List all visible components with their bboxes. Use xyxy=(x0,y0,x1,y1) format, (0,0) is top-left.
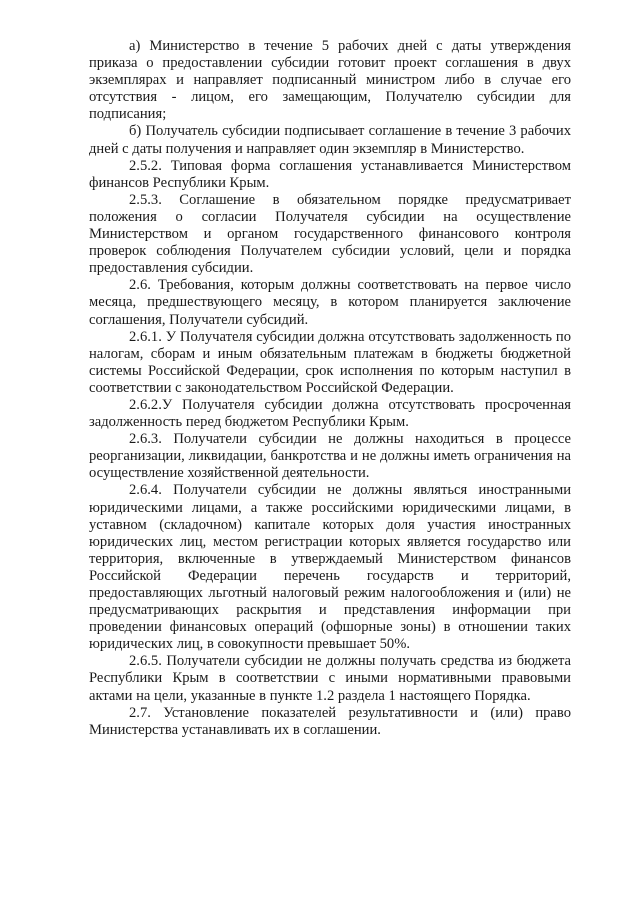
paragraph-b: б) Получатель субсидии подписывает соглашение в течение 3 рабочих дней с даты получения и направляет один экземпляр в Министерство. xyxy=(89,123,571,157)
paragraph-2-7: 2.7. Установление показателей результативности и (или) право Министерства устанавливать их в соглашении. xyxy=(89,704,571,738)
paragraph-2-6-5: 2.6.5. Получатели субсидии не должны получать средства из бюджета Республики Крым в соответствии с иными нормативными правовыми актами на цели, указанные в пункте 1.2 раздела 1 настоящего Порядка. xyxy=(89,653,571,704)
paragraph-2-6-1: 2.6.1. У Получателя субсидии должна отсутствовать задолженность по налогам, сборам и иным обязательным платежам в бюджеты бюджетной системы Российской Федерации, срок исполнения по которым наступил в соответствии с законодательством Российской Федерации. xyxy=(89,328,571,396)
paragraph-2-6-3: 2.6.3. Получатели субсидии не должны находиться в процессе реорганизации, ликвидации, банкротства и не должны иметь ограничения на осуществление хозяйственной деятельности. xyxy=(89,431,571,482)
paragraph-2-5-2: 2.5.2. Типовая форма соглашения устанавливается Министерством финансов Республики Крым. xyxy=(89,157,571,191)
paragraph-2-6: 2.6. Требования, которым должны соответствовать на первое число месяца, предшествующего месяцу, в котором планируется заключение соглашения, Получатели субсидий. xyxy=(89,277,571,328)
document-page xyxy=(89,38,571,739)
paragraph-2-5-3: 2.5.3. Соглашение в обязательном порядке предусматривает положения о согласии Получателя субсидии на осуществление Министерством и органом государственного финансового контроля проверок соблюдения Получателем субсидии условий, цели и порядка предоставления субсидии. xyxy=(89,191,571,277)
paragraph-2-6-4: 2.6.4. Получатели субсидии не должны являться иностранными юридическими лицами, а также российскими юридическими лицами, в уставном (складочном) капитале которых доля участия иностранных юридических лиц, местом регистрации которых является государство или территория, включенные в утверждаемый Министерством финансов Российской Федерации перечень государств и территорий, предоставляющих льготный налоговый режим налогообложения и (или) не предусматривающих раскрытия и представления информации при проведении финансовых операций (офшорные зоны) в отношении таких юридических лиц, в совокупности превышает 50%. xyxy=(89,482,571,653)
paragraph-a: а) Министерство в течение 5 рабочих дней с даты утверждения приказа о предоставлении субсидии готовит проект соглашения в двух экземплярах и направляет подписанный министром либо в случае его отсутствия - лицом, его замещающим, Получателю субсидии для подписания; xyxy=(89,38,571,123)
paragraph-2-6-2: 2.6.2.У Получателя субсидии должна отсутствовать просроченная задолженность перед бюджетом Республики Крым. xyxy=(89,396,571,431)
